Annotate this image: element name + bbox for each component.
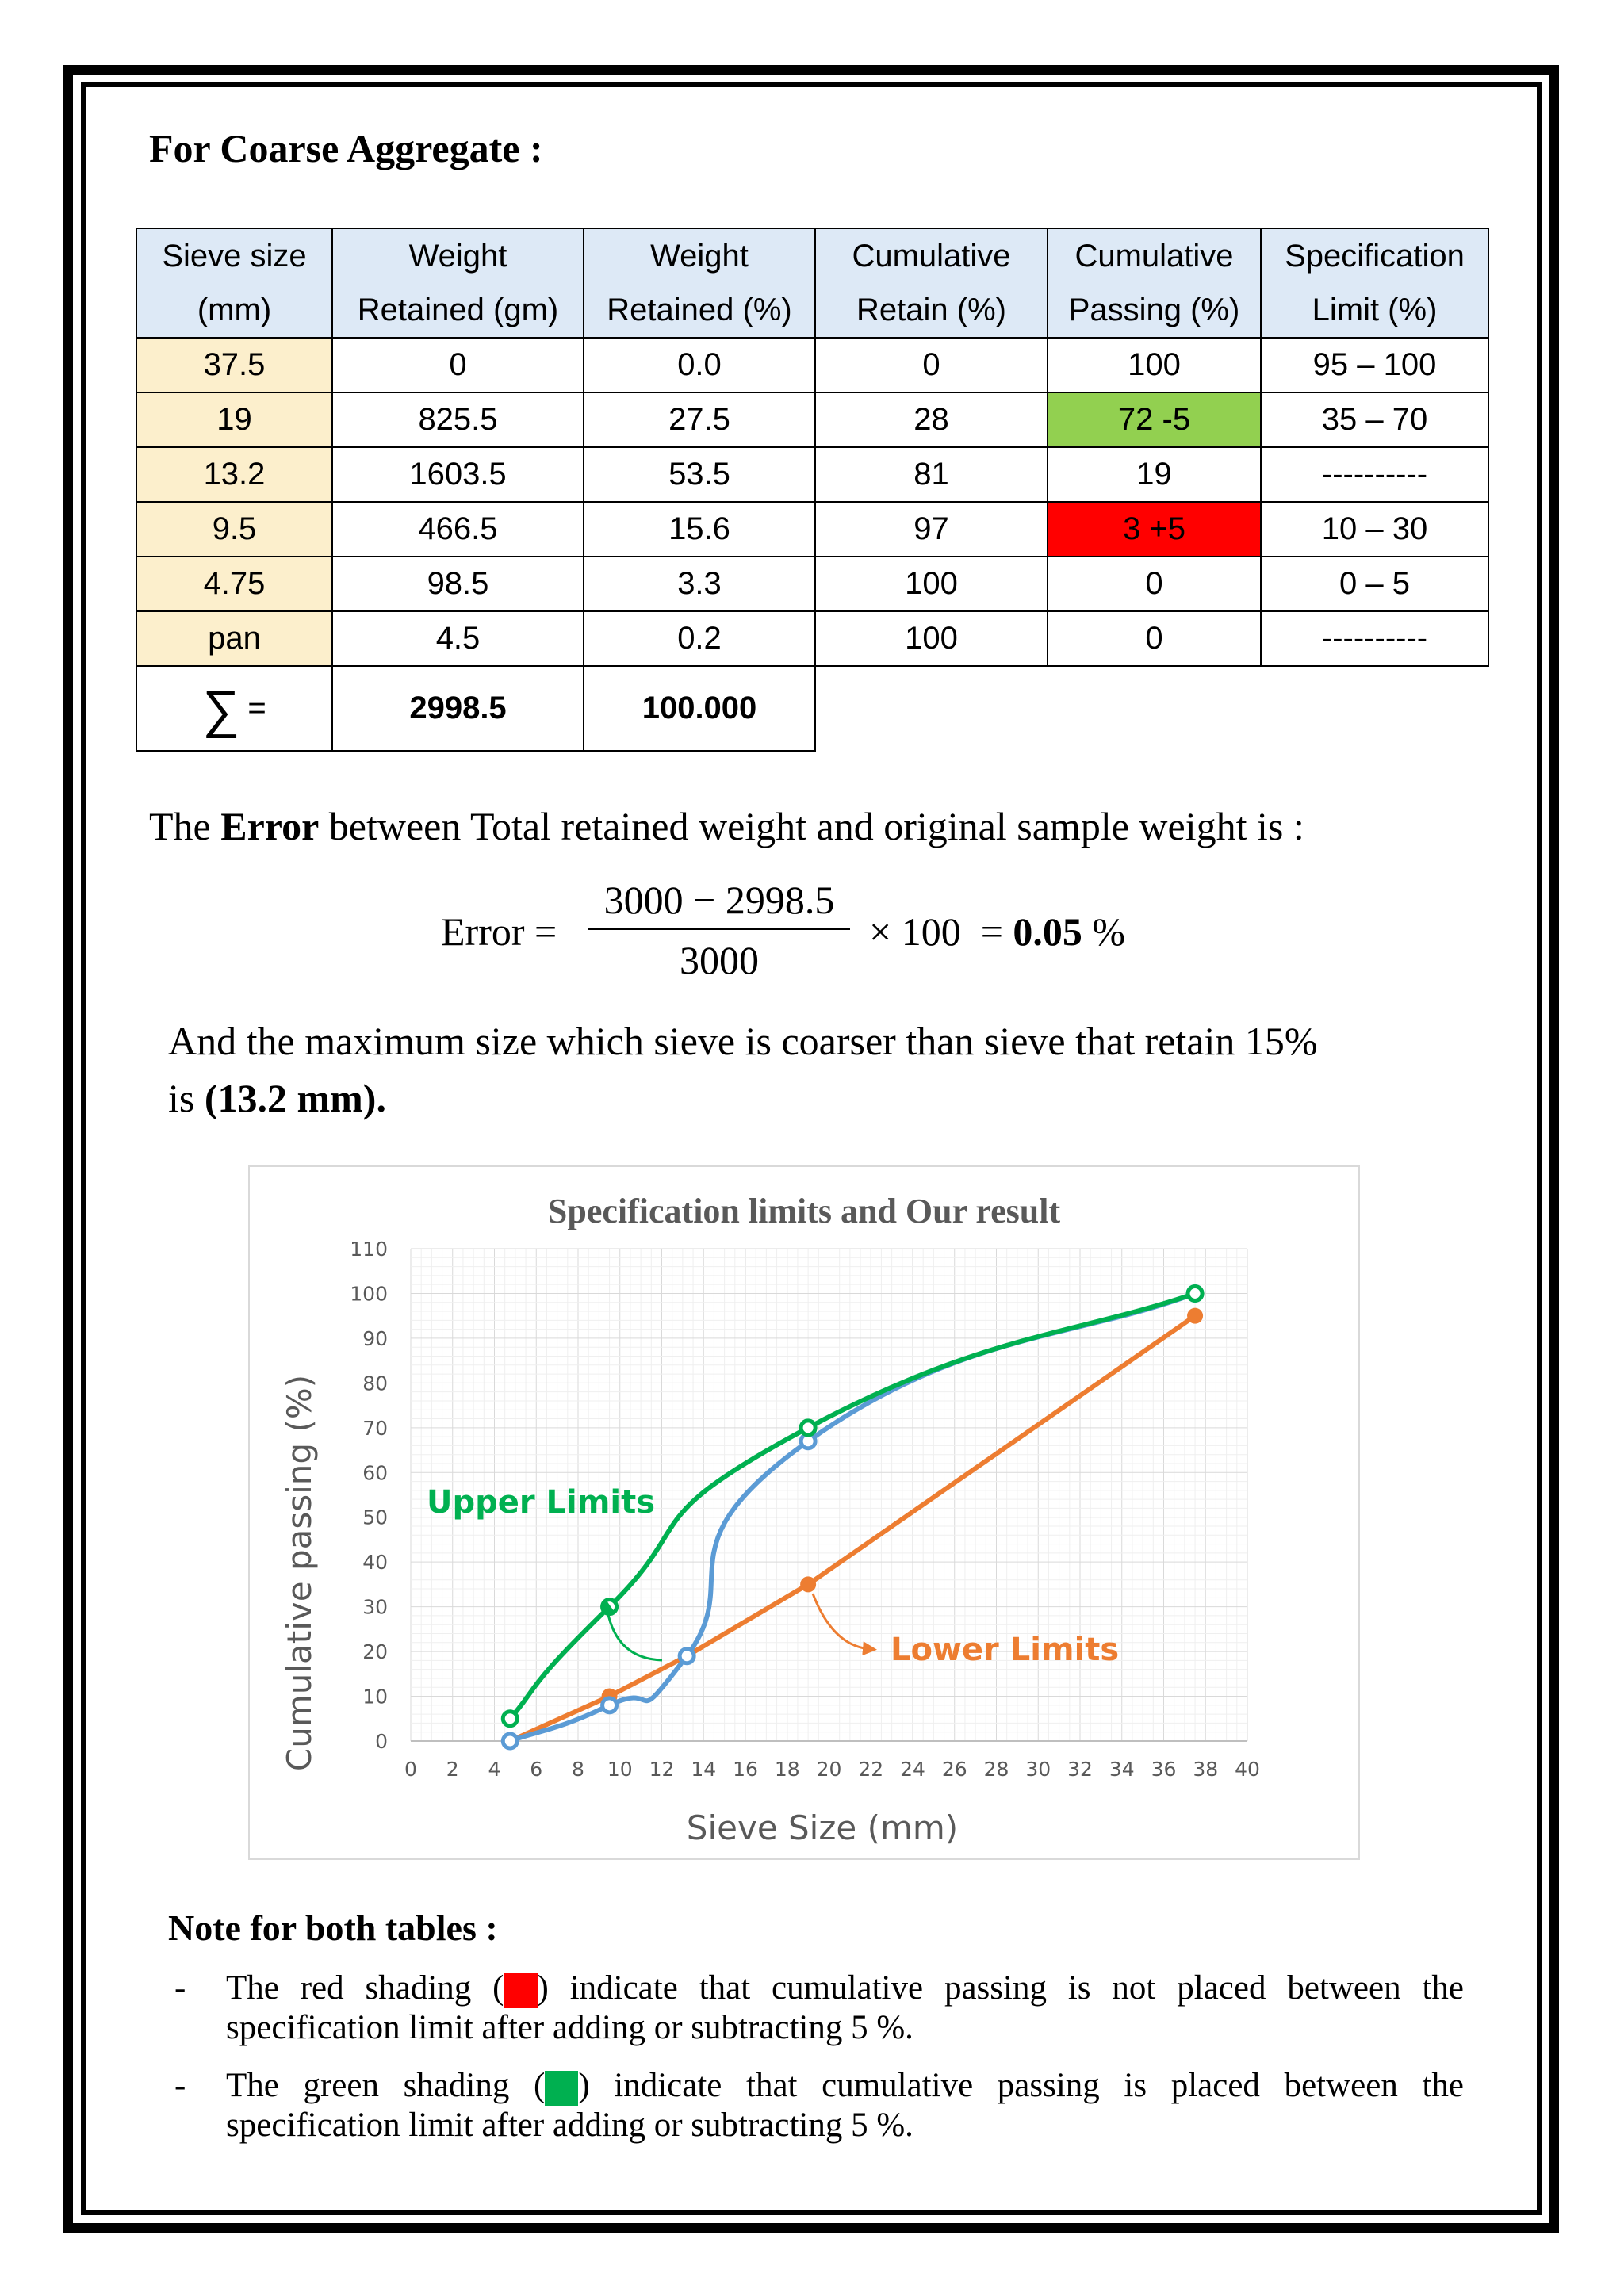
- upper-limits-point: [801, 1421, 815, 1435]
- table-row: [136, 502, 1488, 557]
- x-axis-label: Sieve Size (mm): [686, 1808, 959, 1847]
- formula-fraction: [588, 872, 850, 985]
- specification-limit-cell: 10 – 30: [1261, 502, 1488, 557]
- weight-retained-gm-cell: 0: [332, 338, 584, 392]
- formula-numerator: 3000 − 2998.5: [603, 878, 835, 922]
- x-tick-label: 40: [1235, 1758, 1260, 1781]
- error-sentence: The Error between Total retained weight and original sample weight is :: [149, 804, 1304, 848]
- x-tick-label: 20: [816, 1758, 842, 1781]
- specification-limit-cell: ----------: [1261, 447, 1488, 502]
- formula-denominator: 3000: [680, 938, 759, 982]
- specification-limit-cell: 0 – 5: [1261, 557, 1488, 611]
- weight-retained-pct-cell: 53.5: [584, 447, 815, 502]
- chart-container: [248, 1165, 1360, 1860]
- cumulative-retain-cell: 81: [815, 447, 1048, 502]
- sieve-size-cell: 37.5: [136, 338, 332, 392]
- note-title: Note for both tables :: [168, 1908, 498, 1948]
- header-specification-limit: Specification Limit (%): [1261, 228, 1488, 338]
- weight-retained-gm-cell: 98.5: [332, 557, 584, 611]
- y-tick-label: 30: [362, 1595, 388, 1619]
- cumulative-passing-cell: 0: [1048, 611, 1261, 666]
- upper-limits-label: Upper Limits: [427, 1484, 656, 1521]
- cumulative-retain-cell: 100: [815, 557, 1048, 611]
- sieve-size-cell: pan: [136, 611, 332, 666]
- y-tick-label: 100: [350, 1282, 388, 1306]
- y-tick-label: 60: [362, 1461, 388, 1485]
- y-tick-label: 90: [362, 1326, 388, 1350]
- upper-limits-point: [503, 1712, 517, 1726]
- x-tick-label: 38: [1193, 1758, 1219, 1781]
- x-tick-label: 14: [691, 1758, 717, 1781]
- x-tick-label: 4: [488, 1758, 501, 1781]
- weight-retained-gm-cell: 4.5: [332, 611, 584, 666]
- table-row: [136, 338, 1488, 392]
- x-tick-label: 6: [530, 1758, 543, 1781]
- weight-retained-pct-cell: 27.5: [584, 392, 815, 447]
- y-axis-label: Cumulative passing (%): [280, 1374, 319, 1772]
- specification-limit-cell: 95 – 100: [1261, 338, 1488, 392]
- lower-limits-label: Lower Limits: [891, 1632, 1120, 1668]
- y-tick-label: 70: [362, 1416, 388, 1440]
- max-size-sentence: And the maximum size which sieve is coarser than sieve that retain 15% is (13.2 mm).: [168, 1019, 1318, 1120]
- weight-retained-pct-cell: 0.2: [584, 611, 815, 666]
- y-tick-label: 50: [362, 1506, 388, 1529]
- our-result-point: [680, 1649, 694, 1663]
- lower-limits-point: [800, 1576, 816, 1592]
- sieve-size-cell: 4.75: [136, 557, 332, 611]
- upper-limits-point: [1188, 1286, 1202, 1300]
- sum-percent-cell: 100.000: [584, 666, 815, 751]
- table-row: [136, 392, 1488, 447]
- table-header-row: [136, 228, 1488, 338]
- x-tick-label: 8: [572, 1758, 584, 1781]
- x-tick-label: 18: [774, 1758, 800, 1781]
- x-tick-label: 12: [649, 1758, 675, 1781]
- sieve-size-cell: 13.2: [136, 447, 332, 502]
- x-tick-label: 30: [1025, 1758, 1051, 1781]
- lower-limits-arrow: [813, 1594, 870, 1649]
- x-tick-label: 34: [1109, 1758, 1135, 1781]
- red-swatch: [504, 1973, 538, 2008]
- table-row: [136, 447, 1488, 502]
- sieve-size-cell: 19: [136, 392, 332, 447]
- specification-limit-cell: 35 – 70: [1261, 392, 1488, 447]
- our-result-point: [603, 1698, 617, 1712]
- cumulative-passing-cell: 100: [1048, 338, 1261, 392]
- cumulative-retain-cell: 100: [815, 611, 1048, 666]
- x-tick-label: 28: [983, 1758, 1009, 1781]
- note-item-green: - The green shading ( ) indicate that cumulative passing is placed between the specification limit after adding or subtracting 5 %.: [174, 2067, 1464, 2145]
- header-cumulative-passing: Cumulative Passing (%): [1048, 228, 1261, 338]
- specification-limit-cell: ----------: [1261, 611, 1488, 666]
- y-tick-label: 10: [362, 1685, 388, 1709]
- weight-retained-gm-cell: 1603.5: [332, 447, 584, 502]
- lower-limits-point: [1187, 1308, 1203, 1324]
- empty-cell: [815, 666, 1488, 751]
- sieve-analysis-table: [136, 228, 1489, 752]
- section-title: For Coarse Aggregate :: [149, 126, 543, 170]
- note-item-red: - The red shading ( ) indicate that cumulative passing is not placed between the specification limit after adding or subtracting 5 %.: [174, 1969, 1465, 2047]
- table-row: [136, 557, 1488, 611]
- x-tick-label: 32: [1067, 1758, 1093, 1781]
- sum-weight-cell: 2998.5: [332, 666, 584, 751]
- sieve-size-cell: 9.5: [136, 502, 332, 557]
- y-tick-label: 40: [362, 1551, 388, 1575]
- y-tick-label: 80: [362, 1372, 388, 1395]
- upper-limits-arrow: [607, 1606, 662, 1660]
- weight-retained-pct-cell: 15.6: [584, 502, 815, 557]
- x-tick-label: 2: [446, 1758, 459, 1781]
- cumulative-retain-cell: 97: [815, 502, 1048, 557]
- weight-retained-gm-cell: 466.5: [332, 502, 584, 557]
- x-tick-label: 16: [733, 1758, 758, 1781]
- y-tick-label: 20: [362, 1640, 388, 1664]
- table-row: [136, 611, 1488, 666]
- weight-retained-pct-cell: 3.3: [584, 557, 815, 611]
- header-cumulative-retain: Cumulative Retain (%): [815, 228, 1048, 338]
- cumulative-passing-cell-green: 72 -5: [1048, 392, 1261, 447]
- table-sum-row: [136, 666, 1488, 751]
- x-tick-label: 26: [941, 1758, 967, 1781]
- x-tick-label: 36: [1151, 1758, 1177, 1781]
- y-tick-label: 110: [350, 1238, 388, 1261]
- lower-limits-line: [510, 1316, 1195, 1741]
- our-result-point: [503, 1734, 517, 1748]
- weight-retained-pct-cell: 0.0: [584, 338, 815, 392]
- cumulative-passing-cell: 0: [1048, 557, 1261, 611]
- header-sieve-size: Sieve size (mm): [136, 228, 332, 338]
- formula-label: Error =: [441, 909, 557, 954]
- y-tick-label: 0: [375, 1730, 388, 1753]
- formula-result: × 100 = 0.05 %: [869, 909, 1126, 954]
- green-swatch: [545, 2071, 578, 2106]
- upper-limits-point: [603, 1600, 617, 1614]
- header-weight-retained-pct: Weight Retained (%): [584, 228, 815, 338]
- cumulative-retain-cell: 0: [815, 338, 1048, 392]
- x-tick-label: 0: [404, 1758, 417, 1781]
- header-weight-retained-gm: Weight Retained (gm): [332, 228, 584, 338]
- chart-title: Specification limits and Our result: [547, 1192, 1061, 1230]
- gradation-chart: [250, 1167, 1358, 1858]
- weight-retained-gm-cell: 825.5: [332, 392, 584, 447]
- x-tick-label: 24: [900, 1758, 925, 1781]
- sum-label-cell: ∑ =: [136, 666, 332, 751]
- x-tick-label: 22: [858, 1758, 884, 1781]
- sigma-symbol: ∑: [202, 679, 240, 738]
- cumulative-passing-cell-red: 3 +5: [1048, 502, 1261, 557]
- cumulative-retain-cell: 28: [815, 392, 1048, 447]
- x-tick-label: 10: [607, 1758, 633, 1781]
- cumulative-passing-cell: 19: [1048, 447, 1261, 502]
